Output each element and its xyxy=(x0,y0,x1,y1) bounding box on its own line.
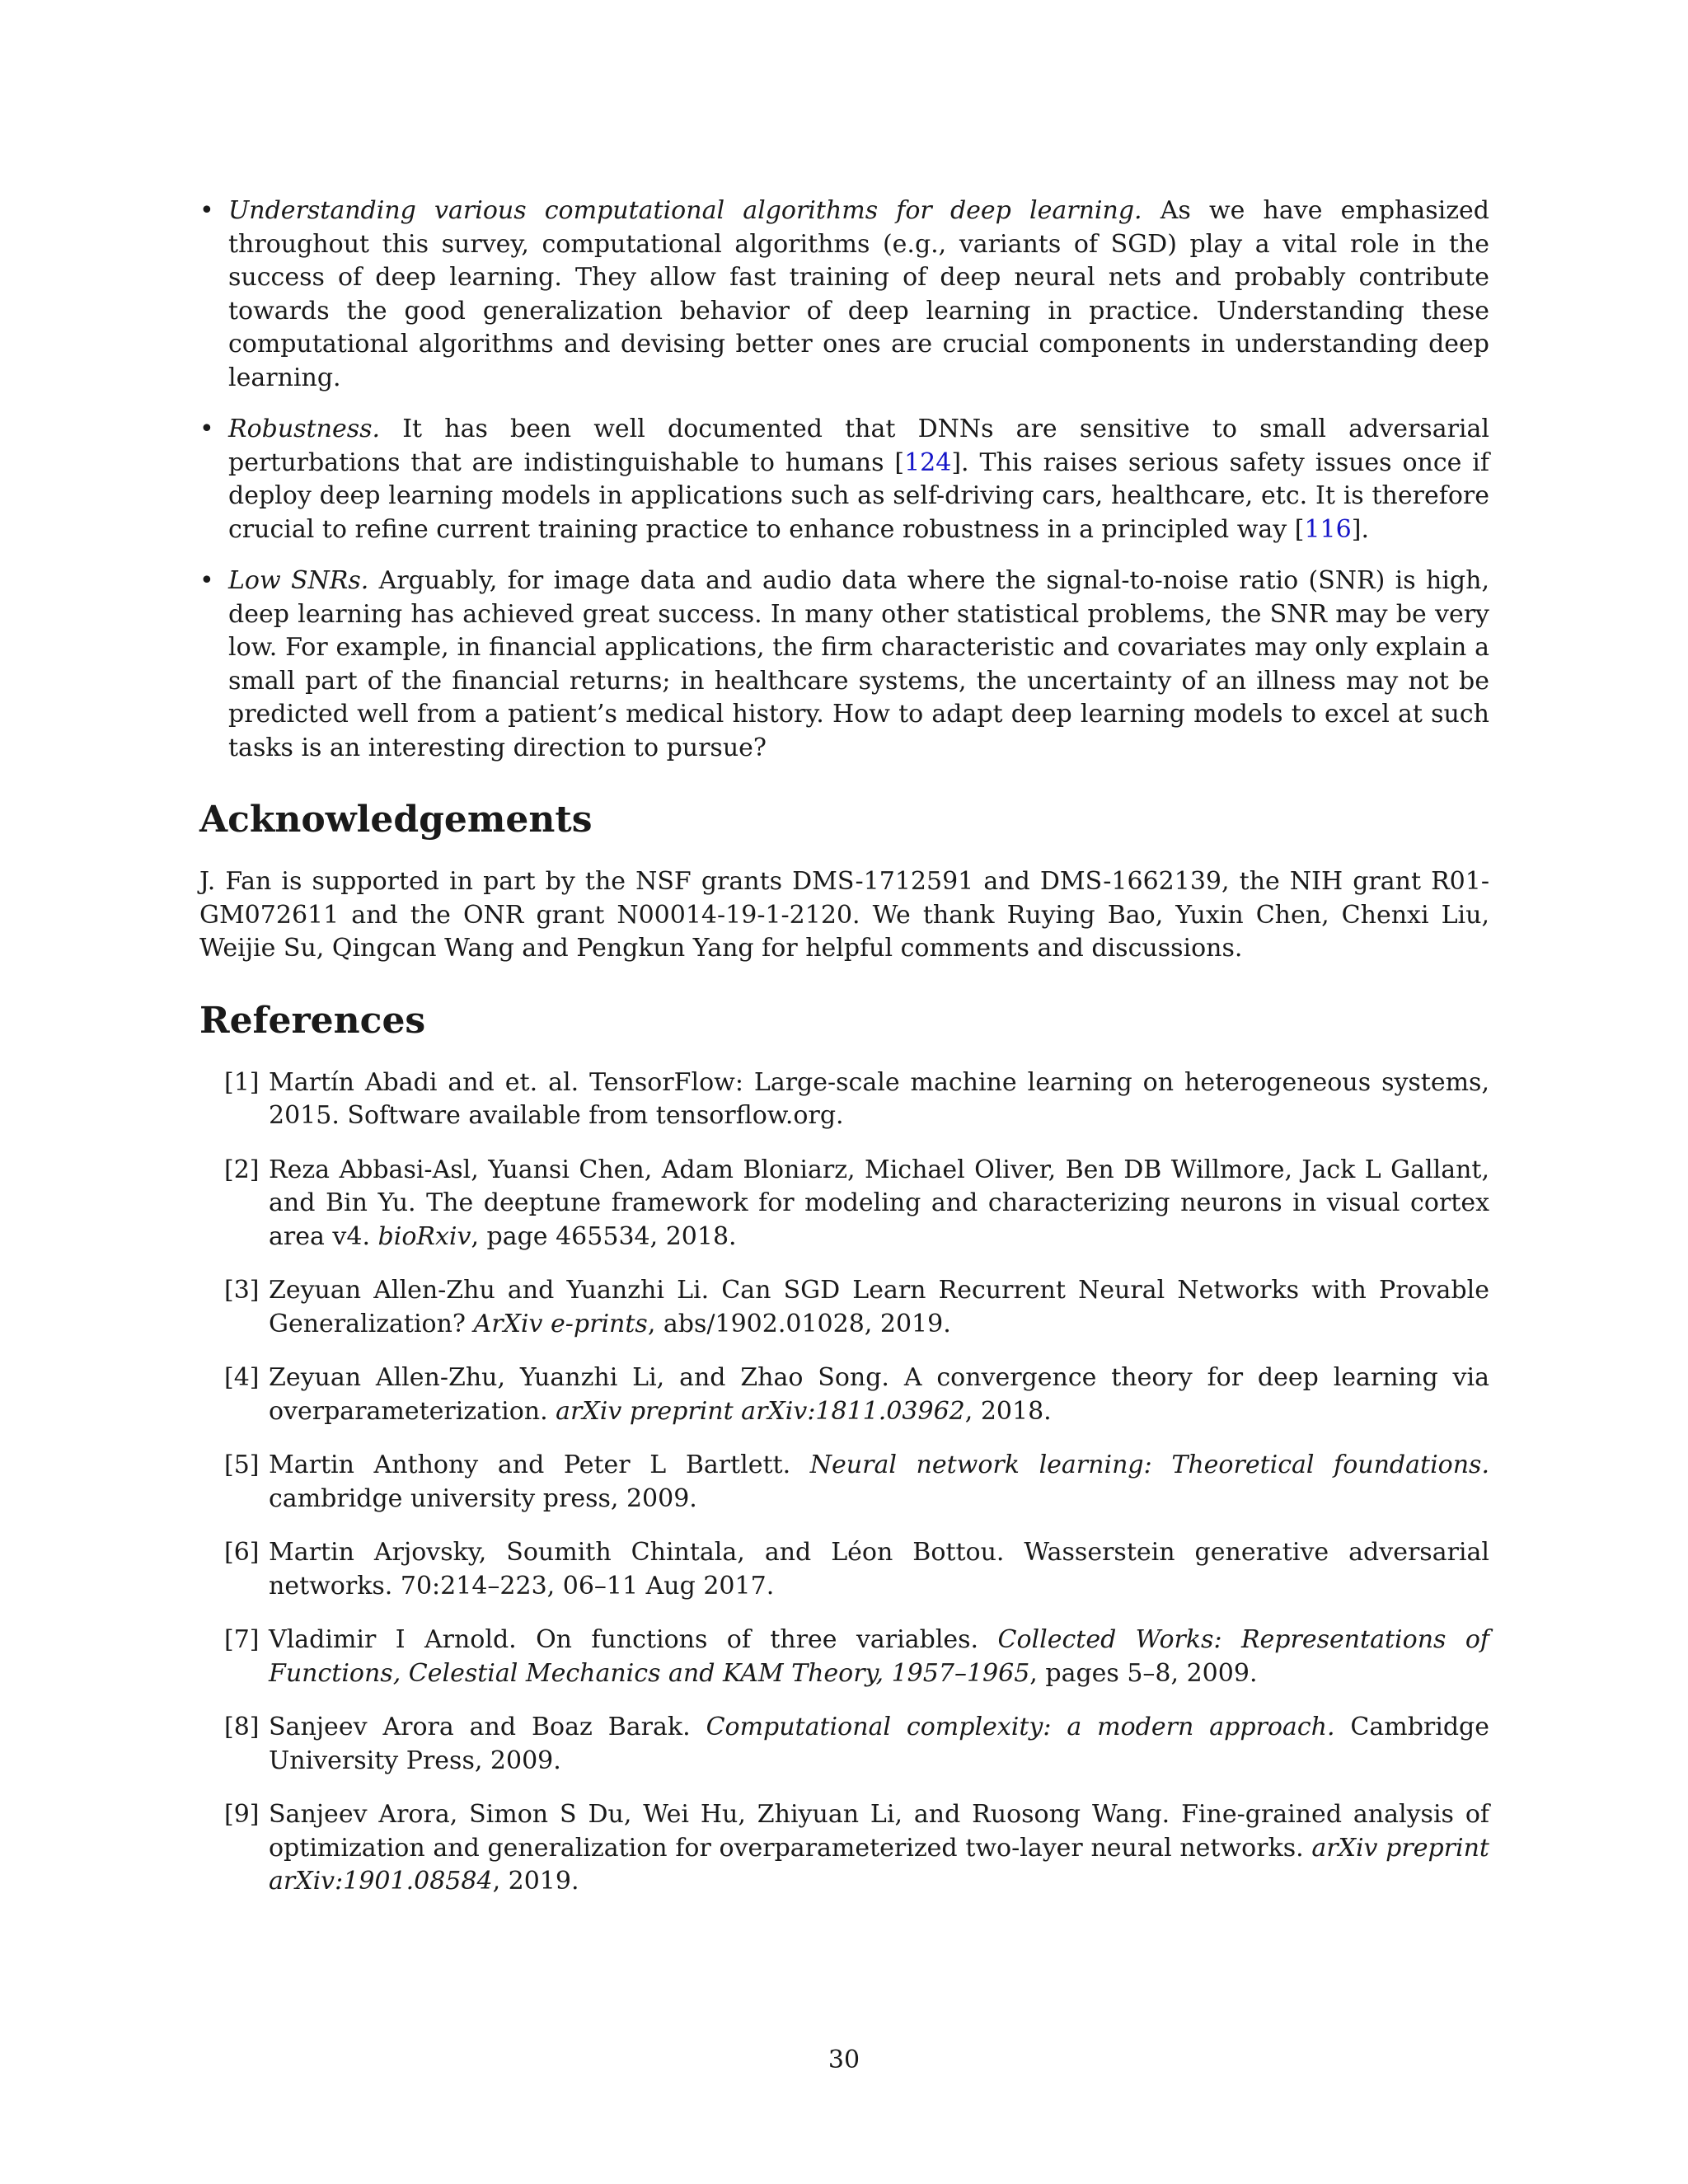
reference-item xyxy=(199,1536,1489,1603)
reference-venue: bioRxiv xyxy=(377,1221,471,1251)
reference-number: [5] xyxy=(224,1451,260,1479)
reference-item xyxy=(199,1154,1489,1254)
references-heading: References xyxy=(199,999,426,1042)
reference-text-tail: , 2018. xyxy=(964,1396,1052,1426)
reference-text-tail: , pages 5–8, 2009. xyxy=(1029,1658,1258,1688)
reference-text: Zeyuan Allen-Zhu and Yuanzhi Li. Can SGD Learn Recurrent Neural Networks with Provable Generalization? xyxy=(269,1276,1489,1338)
reference-item xyxy=(199,1798,1489,1899)
reference-number: [1] xyxy=(224,1067,260,1097)
bullet-text: Arguably, for image data and audio data where the signal-to-noise ratio (SNR) is high, deep learning has achieved great success. In many other statistical problems, the SNR may be very low. For example, in financial applications, the firm characteristic and covariates may only explain a small part of the financial returns; in healthcare systems, the uncertainty of an illness may not be predicted well from a patient’s medical history. How to adapt deep learning models to excel at such tasks is an interesting direction to pursue? xyxy=(228,566,1489,762)
reference-item xyxy=(199,1361,1489,1428)
reference-text: Zeyuan Allen-Zhu, Yuanzhi Li, and Zhao Song. A convergence theory for deep learning via overparameterization. xyxy=(269,1363,1489,1426)
reference-venue: Computational complexity: a modern approach. xyxy=(706,1713,1335,1741)
reference-venue: Collected Works: Representations of Functions, Celestial Mechanics and KAM Theory, 1957–1965 xyxy=(269,1625,1489,1688)
list-item xyxy=(199,565,1489,765)
page-body xyxy=(199,194,1489,1919)
list-item xyxy=(199,194,1489,395)
reference-text: Reza Abbasi-Asl, Yuansi Chen, Adam Bloniarz, Michael Oliver, Ben DB Willmore, Jack L Gallant, and Bin Yu. The deeptune framework for modeling and characterizing neurons in visual cortex area v4. xyxy=(269,1155,1489,1251)
reference-venue: arXiv preprint arXiv:1811.03962 xyxy=(556,1396,965,1426)
reference-text-tail: Cambridge University Press, 2009. xyxy=(269,1713,1490,1775)
reference-number: [4] xyxy=(224,1363,260,1392)
reference-number: [2] xyxy=(224,1155,260,1184)
reference-text: Vladimir I Arnold. On functions of three variables. xyxy=(269,1625,998,1654)
reference-number: [9] xyxy=(224,1800,260,1829)
reference-text: Martín Abadi and et. al. TensorFlow: Large-scale machine learning on heterogeneous systems, 2015. Software available from tensorflow.org. xyxy=(269,1067,1489,1130)
bullet-text: As we have emphasized throughout this survey, computational algorithms (e.g., variants of SGD) play a vital role in the success of deep learning. They allow fast training of deep neural nets and probably contribute towards the good generalization behavior of deep learning in practice. Understanding these computational algorithms and devising better ones are crucial components in understanding deep learning. xyxy=(228,196,1489,392)
reference-venue: arXiv preprint arXiv:1901.08584 xyxy=(269,1833,1489,1896)
reference-text: Sanjeev Arora and Boaz Barak. xyxy=(269,1713,706,1741)
bullet-title: Robustness. xyxy=(228,415,381,443)
list-item xyxy=(199,413,1489,546)
reference-number: [8] xyxy=(224,1713,260,1741)
references-list xyxy=(199,1066,1489,1899)
reference-number: [3] xyxy=(224,1276,260,1305)
acknowledgements-text: J. Fan is supported in part by the NSF grants DMS-1712591 and DMS-1662139, the NIH grant R01-GM072611 and the ONR grant N00014-19-1-2120. We thank Ruying Bao, Yuxin Chen, Chenxi Liu, Weijie Su, Qingcan Wang and Pengkun Yang for helpful comments and discussions. xyxy=(199,867,1489,963)
reference-item xyxy=(199,1274,1489,1341)
page-number: 30 xyxy=(828,2046,860,2074)
reference-venue: Neural network learning: Theoretical foundations. xyxy=(809,1451,1489,1479)
reference-item xyxy=(199,1711,1489,1778)
citation-link[interactable]: 124 xyxy=(904,448,952,477)
reference-text: Martin Arjovsky, Soumith Chintala, and Léon Bottou. Wasserstein generative adversarial networks. 70:214–223, 06–11 Aug 2017. xyxy=(269,1538,1489,1601)
bullet-icon: • xyxy=(199,196,214,225)
bullet-icon: • xyxy=(199,415,214,443)
open-problems-list xyxy=(199,194,1489,765)
reference-item xyxy=(199,1449,1489,1516)
reference-item xyxy=(199,1624,1489,1690)
bullet-icon: • xyxy=(199,566,214,595)
bullet-title: Understanding various computational algorithms for deep learning. xyxy=(228,196,1142,225)
citation-link[interactable]: 116 xyxy=(1304,514,1352,544)
reference-number: [7] xyxy=(224,1625,260,1654)
reference-text: Sanjeev Arora, Simon S Du, Wei Hu, Zhiyuan Li, and Ruosong Wang. Fine-grained analysis of optimization and generalization for overparameterized two-layer neural networks. xyxy=(269,1800,1489,1863)
reference-text: Martin Anthony and Peter L Bartlett. xyxy=(269,1451,810,1479)
reference-text-tail: , 2019. xyxy=(492,1867,579,1896)
reference-venue: ArXiv e-prints xyxy=(473,1309,648,1338)
bullet-text: ]. xyxy=(1351,514,1369,544)
bullet-text: It has been well documented that DNNs are sensitive to small adversarial perturbations that are indistinguishable to humans [ xyxy=(228,415,1489,477)
reference-number: [6] xyxy=(224,1538,260,1567)
acknowledgements-heading: Acknowledgements xyxy=(199,799,593,841)
bullet-text: ]. This raises serious safety issues once if deploy deep learning models in applications such as self-driving cars, healthcare, etc. It is therefore crucial to refine current training practice to enhance robustness in a principled way [ xyxy=(228,448,1489,544)
reference-text-tail: , page 465534, 2018. xyxy=(471,1221,737,1251)
bullet-title: Low SNRs. xyxy=(228,566,369,595)
reference-text-tail: , abs/1902.01028, 2019. xyxy=(647,1309,951,1338)
reference-text-tail: cambridge university press, 2009. xyxy=(269,1483,697,1513)
reference-item xyxy=(199,1066,1489,1133)
